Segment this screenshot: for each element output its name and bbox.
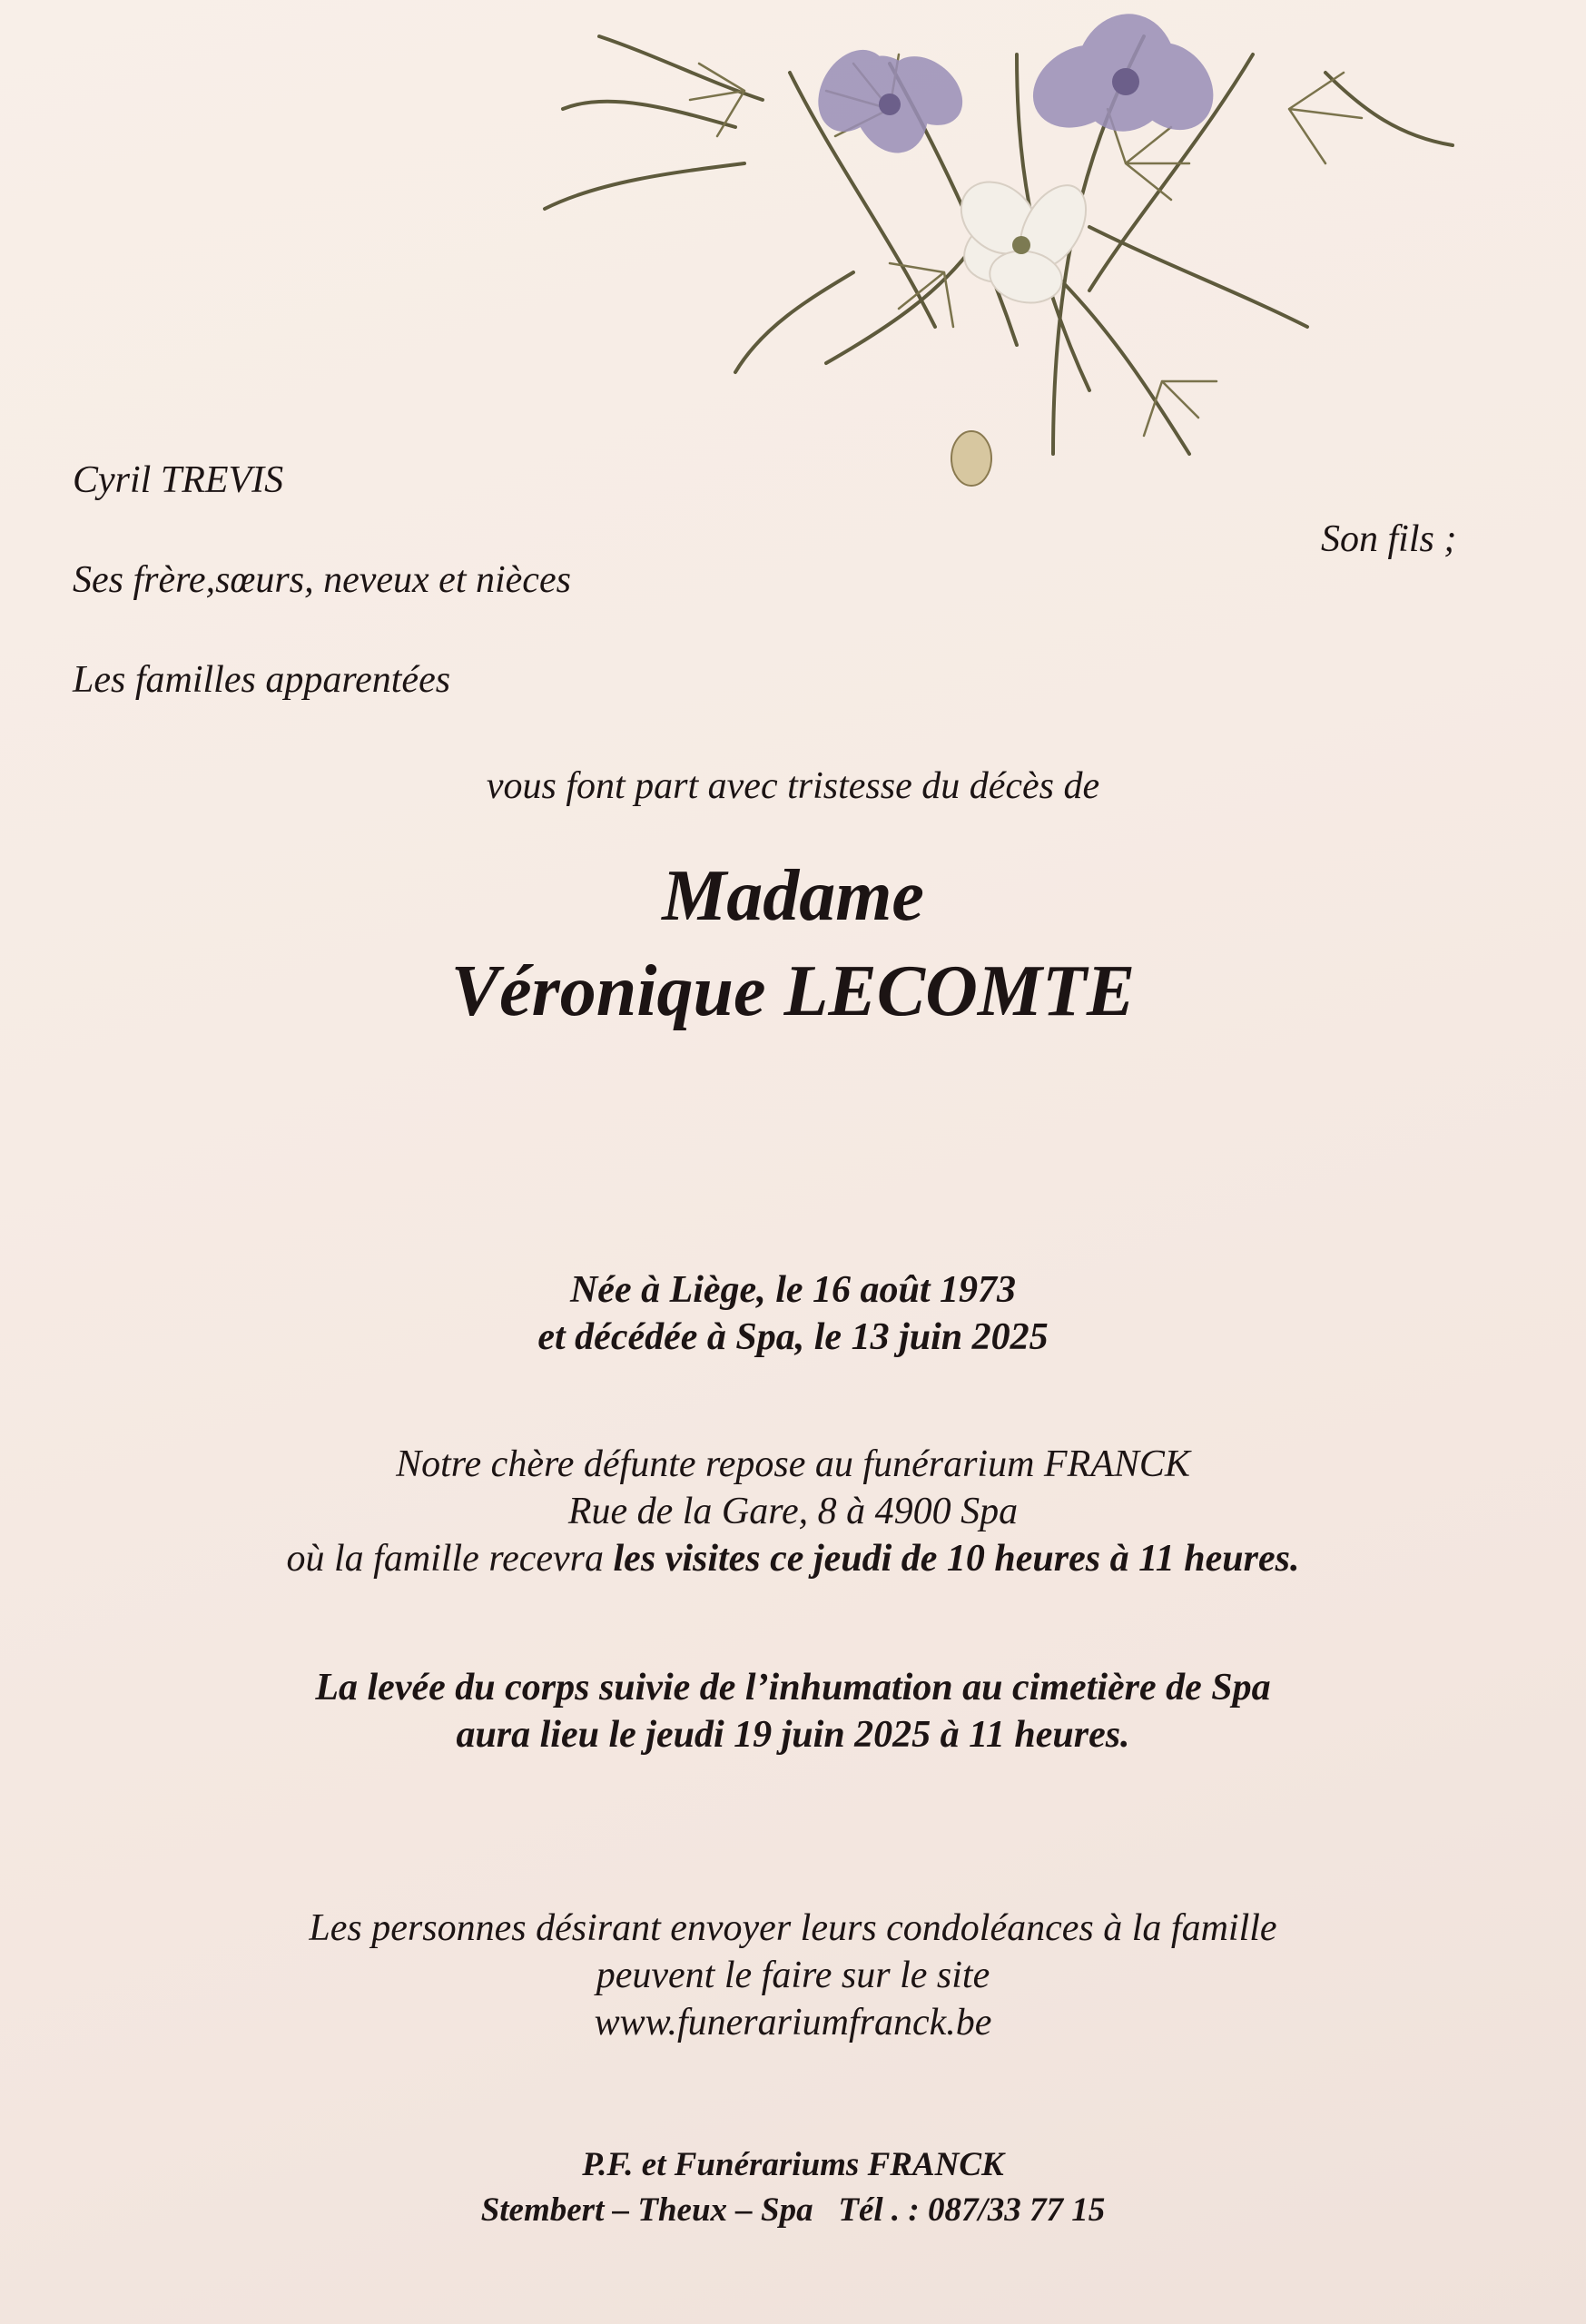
family-line-son: Cyril TREVIS: [73, 459, 284, 501]
condolences-block: [0, 1905, 1586, 2046]
family-relation: Son fils ;: [1321, 518, 1457, 560]
condolences-line-1: Les personnes désirant envoyer leurs condoléances à la famille: [309, 1907, 1277, 1949]
dried-flowers-illustration: [508, 0, 1507, 581]
visitation-hours: [0, 1535, 1586, 1582]
deceased-name: Véronique LECOMTE: [450, 951, 1136, 1031]
funeral-home-contact: Stembert – Theux – Spa Tél . : 087/33 77 15: [480, 2191, 1106, 2229]
funeral-home-footer: [0, 2142, 1586, 2233]
dates-block: [0, 1266, 1586, 1361]
funeral-home-name: P.F. et Funérariums FRANCK: [582, 2146, 1004, 2183]
ceremony-block: [0, 1664, 1586, 1758]
deceased-name-block: [0, 849, 1586, 1039]
deceased-title: Madame: [662, 856, 924, 936]
visitation-hours-prefix: où la famille recevra: [286, 1538, 605, 1580]
condolences-line-2: peuvent le faire sur le site: [596, 1955, 990, 1996]
visitation-block: [0, 1441, 1586, 1582]
family-line-relatives: Les familles apparentées: [73, 659, 451, 701]
death-date: et décédée à Spa, le 13 juin 2025: [537, 1316, 1049, 1358]
visitation-address: Rue de la Gare, 8 à 4900 Spa: [567, 1491, 1019, 1532]
family-line-siblings: Ses frère,sœurs, neveux et nièces: [73, 559, 571, 601]
birth-date: Née à Liège, le 16 août 1973: [569, 1269, 1017, 1311]
ceremony-line-2: aura lieu le jeudi 19 juin 2025 à 11 heures.: [456, 1714, 1130, 1756]
ceremony-line-1: La levée du corps suivie de l’inhumation au cimetière de Spa: [315, 1667, 1271, 1709]
visitation-location: Notre chère défunte repose au funérarium FRANCK: [396, 1443, 1190, 1485]
announcement-intro: vous font part avec tristesse du décès de: [486, 765, 1100, 807]
visitation-hours-bold: les visites ce jeudi de 10 heures à 11 heures.: [613, 1538, 1300, 1580]
condolences-website: www.funerariumfranck.be: [594, 2002, 992, 2043]
